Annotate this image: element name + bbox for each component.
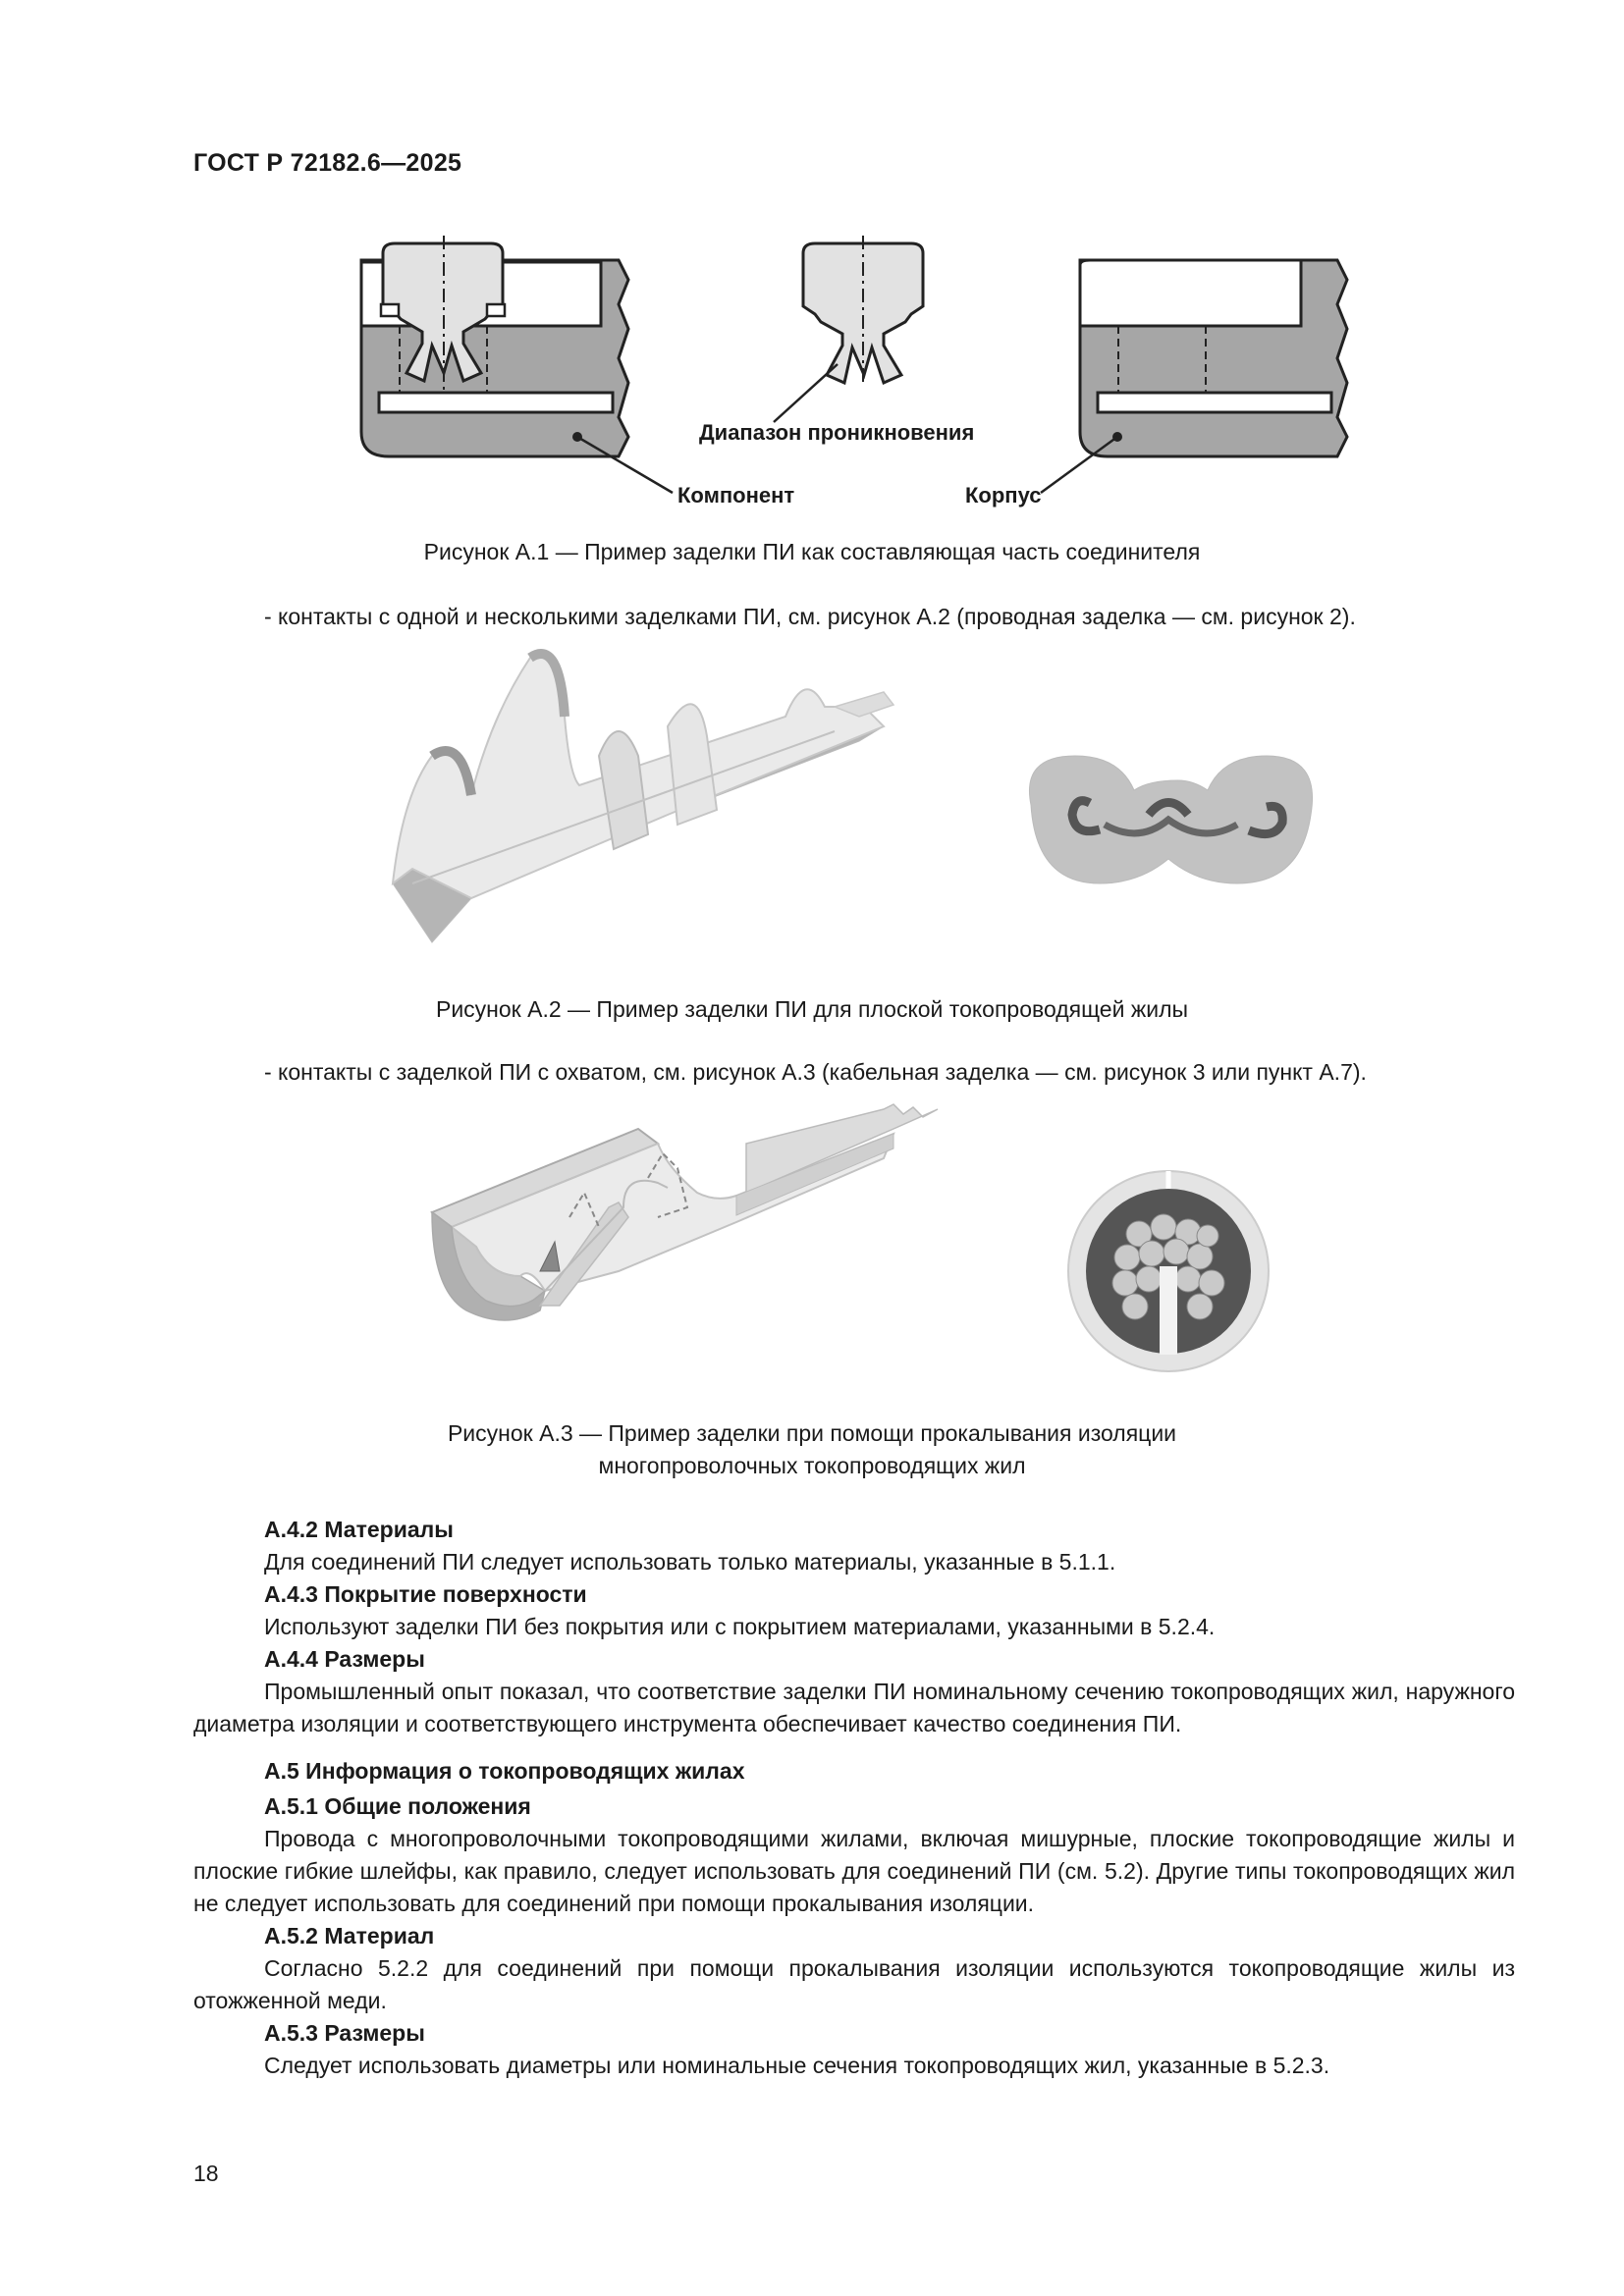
- flat-contact-3d: [393, 654, 893, 942]
- figure-a1-drawing: [334, 236, 1355, 530]
- section-a52-title: А.5.2 Материал: [264, 1923, 435, 1949]
- list-item-2: - контакты с заделкой ПИ с охватом, см. рисунок А.3 (кабельная заделка — см. рисунок 3 или пункт А.7).: [264, 1059, 1367, 1085]
- document-code: ГОСТ Р 72182.6—2025: [193, 149, 462, 177]
- section-a44-title: А.4.4 Размеры: [264, 1646, 425, 1672]
- figure-a3-caption-line2: многопроволочных токопроводящих жил: [598, 1453, 1026, 1478]
- section-a52-text: Согласно 5.2.2 для соединений при помощи прокалывания изоляции используются токопроводящие жилы из отожженной меди.: [193, 1955, 1515, 2013]
- figure-a1-caption: Рисунок А.1 — Пример заделки ПИ как составляющая часть соединителя: [423, 539, 1201, 564]
- section-a53-title: А.5.3 Размеры: [264, 2020, 425, 2046]
- section-a51-text: Провода с многопроволочными токопроводящими жилами, включая мишурные, плоские токопроводящие жилы и плоские гибкие шлейфы, как правило, следует использовать для соединений ПИ (см. 5.2). Другие типы токопроводящих жил не следует использовать для соединений при помощи прокалывания изоляции.: [193, 1826, 1515, 1916]
- body-diagram: [1041, 260, 1347, 493]
- figure-a2-caption: Рисунок А.2 — Пример заделки ПИ для плоской токопроводящей жилы: [435, 996, 1189, 1022]
- figure-a2-drawing: [373, 648, 1355, 972]
- section-a42-title: А.4.2 Материалы: [264, 1517, 454, 1542]
- figure-a3-drawing: [422, 1099, 1306, 1414]
- section-a42-text: Для соединений ПИ следует использовать только материалы, указанные в 5.1.1.: [264, 1549, 1116, 1575]
- section-a51-title: А.5.1 Общие положения: [264, 1793, 531, 1819]
- section-a5-title: А.5 Информация о токопроводящих жилах: [264, 1758, 745, 1784]
- component-diagram: [361, 236, 673, 493]
- figure-a3-caption-line1: Рисунок А.3 — Пример заделки при помощи прокалывания изоляции: [447, 1420, 1177, 1446]
- flat-contact-cross-section: [1029, 756, 1312, 883]
- contact-diagram: [774, 236, 923, 422]
- crimp-contact-cross-section: [1068, 1171, 1269, 1371]
- section-a53-text: Следует использовать диаметры или номинальные сечения токопроводящих жил, указанные в 5.2.3.: [264, 2053, 1330, 2078]
- list-item-1: - контакты с одной и несколькими заделками ПИ, см. рисунок А.2 (проводная заделка — см. рисунок 2).: [264, 604, 1356, 629]
- section-a43-title: А.4.3 Покрытие поверхности: [264, 1581, 587, 1607]
- crimp-contact-3d: [432, 1104, 938, 1320]
- label-body: Корпус: [965, 483, 1042, 507]
- page-number: 18: [193, 2161, 219, 2186]
- label-component: Компонент: [677, 483, 795, 507]
- label-penetration: Диапазон проникновения: [699, 420, 975, 445]
- section-a43-text: Используют заделки ПИ без покрытия или с покрытием материалами, указанными в 5.2.4.: [264, 1614, 1216, 1639]
- section-a44-text: Промышленный опыт показал, что соответствие заделки ПИ номинальному сечению токопроводящих жил, наружного диаметра изоляции и соответствующего инструмента обеспечивает качество соединения ПИ.: [193, 1679, 1515, 1736]
